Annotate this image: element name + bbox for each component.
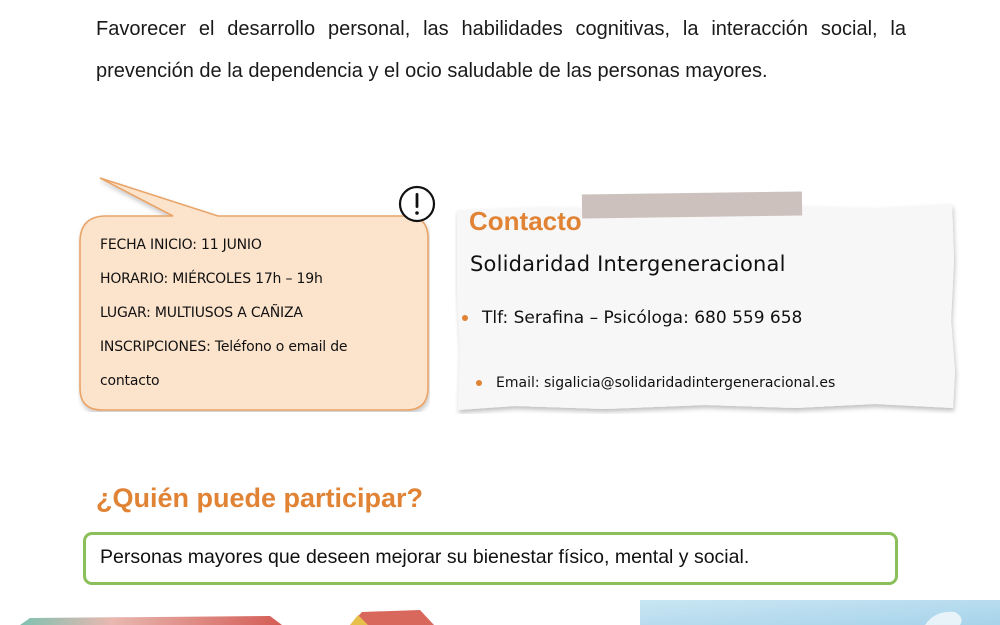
contact-phone	[462, 308, 802, 328]
bullet-icon	[462, 315, 468, 321]
bullet-icon	[476, 380, 482, 386]
contact-email	[476, 375, 835, 391]
contact-phone-text: Tlf: Serafina – Psicóloga: 680 559 658	[482, 308, 803, 328]
contact-title: Contacto	[469, 206, 582, 236]
bubble-text	[100, 228, 420, 398]
contact-organization: Solidaridad Intergeneracional	[470, 252, 786, 276]
schedule-line: HORARIO: MIÉRCOLES 17h – 19h	[100, 271, 323, 287]
who-text: Personas mayores que deseen mejorar su bienestar físico, mental y social.	[100, 546, 750, 568]
exclamation-circle-icon	[397, 184, 437, 224]
intro-paragraph: Favorecer el desarrollo personal, las habilidades cognitivas, la interacción social, la prevención de la dependencia y el ocio saludable de las personas mayores.	[96, 18, 906, 82]
registration-line-cont: contacto	[100, 373, 160, 389]
who-box	[83, 532, 898, 585]
decorative-images-strip	[0, 600, 1000, 625]
tape-strip	[582, 191, 802, 218]
contact-email-text: Email: sigalicia@solidaridadintergeneracional.es	[496, 375, 836, 391]
registration-line: INSCRIPCIONES: Teléfono o email de	[100, 339, 348, 355]
who-heading: ¿Quién puede participar?	[96, 483, 424, 513]
location-line: LUGAR: MULTIUSOS A CAÑIZA	[100, 305, 303, 321]
start-date-line: FECHA INICIO: 11 JUNIO	[100, 237, 262, 253]
info-bubble	[78, 172, 430, 412]
